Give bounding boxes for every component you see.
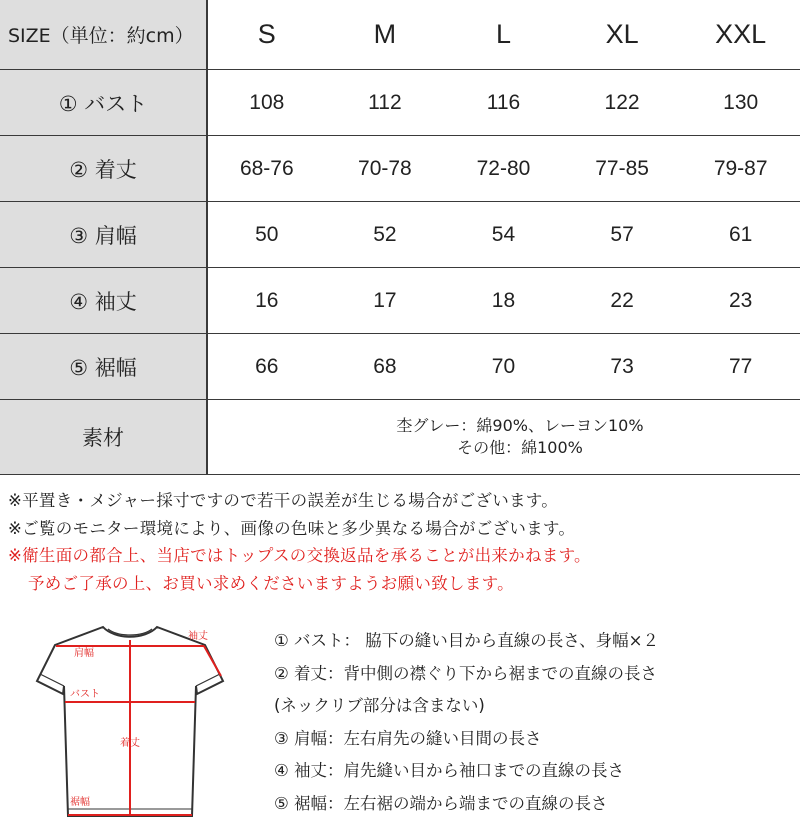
table-cell: 70 bbox=[444, 334, 563, 400]
table-cell: 72-80 bbox=[444, 136, 563, 202]
legend-item: ④ 袖丈：肩先縫い目から袖口までの直線の長さ bbox=[274, 755, 659, 788]
note-line-warning: 予めご了承の上、お買い求めくださいますようお願い致します。 bbox=[8, 570, 591, 598]
table-cell: 66 bbox=[207, 334, 326, 400]
legend-item: ① バスト： 脇下の縫い目から直線の長さ、身幅×２ bbox=[274, 625, 659, 658]
table-row-material bbox=[0, 400, 800, 475]
legend-item: ② 着丈：背中側の襟ぐり下から裾までの直線の長さ bbox=[274, 658, 659, 691]
table-cell: 77 bbox=[681, 334, 800, 400]
row-label-length: ② 着丈 bbox=[0, 136, 207, 202]
note-line-warning: ※衛生面の都合上、当店ではトップスの交換返品を承ることが出来かねます。 bbox=[8, 542, 591, 570]
table-cell: 57 bbox=[563, 202, 682, 268]
size-col-s: S bbox=[207, 0, 326, 70]
table-cell: 52 bbox=[326, 202, 445, 268]
table-cell: 70-78 bbox=[326, 136, 445, 202]
table-cell: 22 bbox=[563, 268, 682, 334]
table-cell: 23 bbox=[681, 268, 800, 334]
diagram-label-length: 着丈 bbox=[120, 736, 140, 749]
note-line: ※ご覧のモニター環境により、画像の色味と多少異なる場合がございます。 bbox=[8, 515, 591, 543]
table-cell: 112 bbox=[326, 70, 445, 136]
tshirt-diagram bbox=[20, 618, 235, 818]
material-description bbox=[207, 400, 800, 475]
table-row-bust bbox=[0, 70, 800, 136]
row-label-bust: ① バスト bbox=[0, 70, 207, 136]
diagram-label-bust: バスト bbox=[70, 689, 100, 700]
table-cell: 16 bbox=[207, 268, 326, 334]
size-col-l: L bbox=[444, 0, 563, 70]
table-row-length bbox=[0, 136, 800, 202]
note-line: ※平置き・メジャー採寸ですので若干の誤差が生じる場合がございます。 bbox=[8, 487, 591, 515]
table-cell: 68-76 bbox=[207, 136, 326, 202]
legend-item: (ネックリブ部分は含まない) bbox=[274, 690, 659, 723]
table-cell: 50 bbox=[207, 202, 326, 268]
table-cell: 18 bbox=[444, 268, 563, 334]
material-line: 杢グレー：綿90%、レーヨン10% bbox=[240, 415, 800, 437]
size-header-row bbox=[0, 0, 800, 70]
legend-item: ⑤ 裾幅：左右裾の端から端までの直線の長さ bbox=[274, 788, 659, 820]
table-cell: 73 bbox=[563, 334, 682, 400]
table-cell: 54 bbox=[444, 202, 563, 268]
size-col-xxl: XXL bbox=[681, 0, 800, 70]
table-cell: 68 bbox=[326, 334, 445, 400]
diagram-label-hem: 裾幅 bbox=[70, 795, 90, 808]
table-cell: 130 bbox=[681, 70, 800, 136]
size-col-xl: XL bbox=[563, 0, 682, 70]
table-cell: 61 bbox=[681, 202, 800, 268]
diagram-label-sleeve: 袖丈 bbox=[188, 629, 208, 642]
row-label-sleeve: ④ 袖丈 bbox=[0, 268, 207, 334]
table-row-sleeve bbox=[0, 268, 800, 334]
row-label-hem: ⑤ 裾幅 bbox=[0, 334, 207, 400]
size-col-m: M bbox=[326, 0, 445, 70]
table-cell: 122 bbox=[563, 70, 682, 136]
table-cell: 108 bbox=[207, 70, 326, 136]
table-row-hem bbox=[0, 334, 800, 400]
size-unit-label: SIZE（単位：約cm） bbox=[0, 0, 207, 70]
table-cell: 77-85 bbox=[563, 136, 682, 202]
diagram-label-shoulder: 肩幅 bbox=[74, 646, 94, 659]
table-cell: 79-87 bbox=[681, 136, 800, 202]
table-cell: 17 bbox=[326, 268, 445, 334]
legend-item: ③ 肩幅：左右肩先の縫い目間の長さ bbox=[274, 723, 659, 756]
row-label-shoulder: ③ 肩幅 bbox=[0, 202, 207, 268]
measurement-legend bbox=[274, 625, 659, 820]
notes bbox=[8, 487, 591, 597]
row-label-material: 素材 bbox=[0, 400, 207, 475]
table-row-shoulder bbox=[0, 202, 800, 268]
sleeve-measure-line bbox=[204, 646, 221, 676]
table-cell: 116 bbox=[444, 70, 563, 136]
material-line: その他：綿100% bbox=[240, 437, 800, 459]
